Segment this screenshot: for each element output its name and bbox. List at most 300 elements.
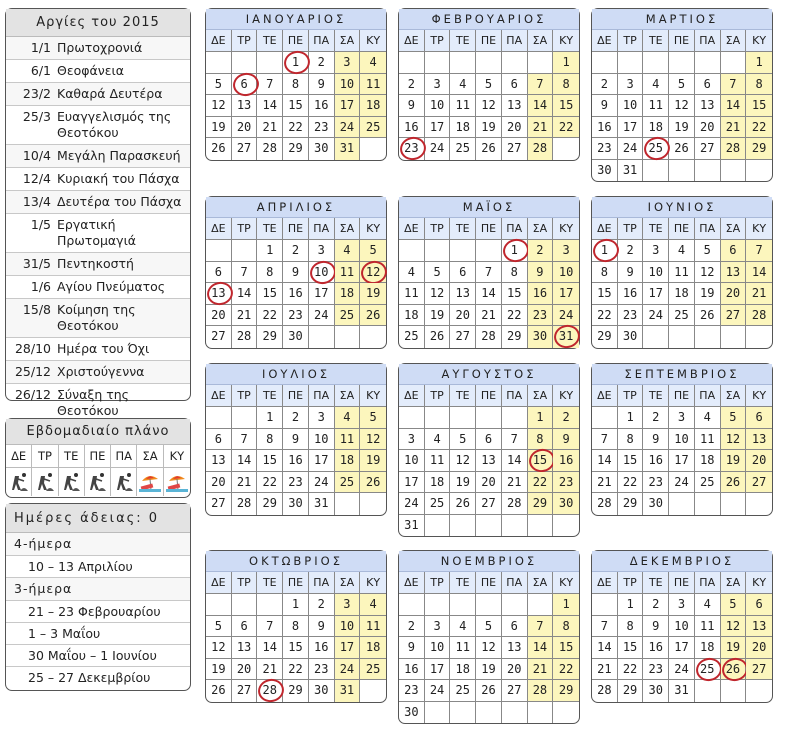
day-cell[interactable]: 24 [669, 659, 695, 681]
day-cell[interactable]: 23 [553, 472, 579, 494]
day-cell[interactable]: 15 [553, 95, 579, 117]
day-cell[interactable]: 7 [476, 262, 502, 284]
day-cell[interactable]: 26 [425, 326, 451, 348]
day-cell[interactable]: 20 [206, 472, 232, 494]
day-cell[interactable]: 9 [553, 429, 579, 451]
day-cell[interactable]: 1 [528, 407, 554, 429]
day-cell[interactable]: 12 [669, 95, 695, 117]
day-cell[interactable]: 14 [746, 262, 772, 284]
day-cell[interactable]: 27 [746, 472, 772, 494]
day-cell[interactable]: 11 [360, 616, 386, 638]
day-cell[interactable]: 17 [335, 95, 361, 117]
day-cell[interactable]: 22 [618, 472, 644, 494]
day-cell[interactable]: 8 [746, 74, 772, 96]
day-cell[interactable]: 25 [360, 117, 386, 139]
day-cell[interactable]: 23 [592, 138, 618, 160]
holiday-day-cell[interactable]: 15 [528, 450, 554, 472]
day-cell[interactable]: 16 [399, 659, 425, 681]
leave-period-item[interactable]: 30 Μαΐου – 1 Ιουνίου [6, 645, 190, 667]
day-cell[interactable]: 7 [721, 74, 747, 96]
day-cell[interactable]: 30 [528, 326, 554, 348]
day-cell[interactable]: 6 [232, 616, 258, 638]
day-cell[interactable]: 24 [335, 117, 361, 139]
day-cell[interactable]: 28 [592, 680, 618, 702]
day-cell[interactable]: 21 [476, 305, 502, 327]
day-cell[interactable]: 23 [618, 305, 644, 327]
day-cell[interactable]: 15 [283, 95, 309, 117]
day-cell[interactable]: 7 [232, 429, 258, 451]
day-cell[interactable]: 10 [553, 262, 579, 284]
day-cell[interactable]: 7 [257, 616, 283, 638]
day-cell[interactable]: 4 [335, 240, 361, 262]
day-cell[interactable]: 7 [528, 74, 554, 96]
day-cell[interactable]: 3 [643, 240, 669, 262]
day-cell[interactable]: 20 [695, 117, 721, 139]
day-cell[interactable]: 3 [669, 407, 695, 429]
worker-digging-icon[interactable] [32, 468, 58, 496]
day-cell[interactable]: 10 [643, 262, 669, 284]
day-cell[interactable]: 5 [476, 616, 502, 638]
day-cell[interactable]: 18 [399, 305, 425, 327]
day-cell[interactable]: 26 [476, 138, 502, 160]
day-cell[interactable]: 23 [283, 472, 309, 494]
day-cell[interactable]: 9 [283, 262, 309, 284]
day-cell[interactable]: 23 [309, 117, 335, 139]
day-cell[interactable]: 13 [450, 283, 476, 305]
holiday-row[interactable] [6, 37, 190, 60]
beach-umbrella-icon[interactable] [137, 468, 163, 496]
day-cell[interactable]: 3 [399, 429, 425, 451]
day-cell[interactable]: 17 [335, 637, 361, 659]
day-cell[interactable]: 3 [309, 407, 335, 429]
day-cell[interactable]: 13 [695, 95, 721, 117]
day-cell[interactable]: 5 [360, 407, 386, 429]
day-cell[interactable]: 29 [618, 493, 644, 515]
day-cell[interactable]: 24 [335, 659, 361, 681]
day-cell[interactable]: 12 [450, 450, 476, 472]
day-cell[interactable]: 9 [283, 429, 309, 451]
day-cell[interactable]: 10 [669, 429, 695, 451]
day-cell[interactable]: 4 [695, 594, 721, 616]
day-cell[interactable]: 1 [553, 52, 579, 74]
holiday-day-cell[interactable]: 1 [592, 240, 618, 262]
day-cell[interactable]: 5 [669, 74, 695, 96]
day-cell[interactable]: 24 [309, 305, 335, 327]
day-cell[interactable]: 30 [283, 326, 309, 348]
day-cell[interactable]: 22 [283, 659, 309, 681]
holiday-day-cell[interactable]: 28 [257, 680, 283, 702]
day-cell[interactable]: 19 [476, 117, 502, 139]
day-cell[interactable]: 31 [618, 160, 644, 182]
day-cell[interactable]: 17 [309, 283, 335, 305]
day-cell[interactable]: 12 [206, 637, 232, 659]
day-cell[interactable]: 13 [502, 95, 528, 117]
day-cell[interactable]: 17 [425, 659, 451, 681]
leave-period-item[interactable]: 1 – 3 Μαΐου [6, 623, 190, 645]
day-cell[interactable]: 16 [592, 117, 618, 139]
day-cell[interactable]: 18 [643, 117, 669, 139]
day-cell[interactable]: 25 [450, 680, 476, 702]
holiday-row[interactable] [6, 106, 190, 145]
leave-period-item[interactable]: 25 – 27 Δεκεμβρίου [28, 670, 151, 685]
holiday-row[interactable] [6, 253, 190, 276]
day-cell[interactable]: 17 [425, 117, 451, 139]
day-cell[interactable]: 16 [309, 637, 335, 659]
day-cell[interactable]: 19 [476, 659, 502, 681]
day-cell[interactable]: 25 [399, 326, 425, 348]
day-cell[interactable]: 2 [618, 240, 644, 262]
holiday-day-cell[interactable]: 31 [553, 326, 579, 348]
day-cell[interactable]: 8 [618, 616, 644, 638]
day-cell[interactable]: 28 [746, 305, 772, 327]
holiday-row[interactable] [6, 60, 190, 83]
day-cell[interactable]: 14 [528, 637, 554, 659]
worker-digging-icon[interactable] [59, 468, 85, 496]
holiday-row[interactable] [6, 338, 190, 361]
day-cell[interactable]: 23 [528, 305, 554, 327]
leave-period-item[interactable]: 10 – 13 Απριλίου [6, 556, 190, 578]
day-cell[interactable]: 17 [618, 117, 644, 139]
day-cell[interactable]: 10 [309, 429, 335, 451]
day-cell[interactable]: 17 [669, 450, 695, 472]
day-cell[interactable]: 15 [257, 283, 283, 305]
day-cell[interactable]: 19 [425, 305, 451, 327]
day-cell[interactable]: 9 [399, 95, 425, 117]
day-cell[interactable]: 20 [232, 117, 258, 139]
day-cell[interactable]: 9 [309, 616, 335, 638]
day-cell[interactable]: 12 [476, 637, 502, 659]
day-cell[interactable]: 5 [721, 594, 747, 616]
day-cell[interactable]: 3 [618, 74, 644, 96]
day-cell[interactable]: 9 [528, 262, 554, 284]
day-cell[interactable]: 26 [721, 472, 747, 494]
day-cell[interactable]: 5 [450, 429, 476, 451]
leave-period-item[interactable]: 21 – 23 Φεβρουαρίου [6, 601, 190, 623]
day-cell[interactable]: 23 [643, 659, 669, 681]
day-cell[interactable]: 21 [257, 659, 283, 681]
day-cell[interactable]: 1 [257, 407, 283, 429]
day-cell[interactable]: 3 [309, 240, 335, 262]
day-cell[interactable]: 5 [476, 74, 502, 96]
day-cell[interactable]: 19 [360, 450, 386, 472]
day-cell[interactable]: 27 [206, 493, 232, 515]
day-cell[interactable]: 7 [502, 429, 528, 451]
day-cell[interactable]: 10 [618, 95, 644, 117]
day-cell[interactable]: 15 [502, 283, 528, 305]
day-cell[interactable]: 6 [746, 594, 772, 616]
day-cell[interactable]: 21 [746, 283, 772, 305]
day-cell[interactable]: 25 [335, 305, 361, 327]
day-cell[interactable]: 15 [553, 637, 579, 659]
day-cell[interactable]: 12 [721, 616, 747, 638]
day-cell[interactable]: 22 [283, 117, 309, 139]
day-cell[interactable]: 2 [528, 240, 554, 262]
day-cell[interactable]: 8 [257, 429, 283, 451]
day-cell[interactable]: 21 [232, 305, 258, 327]
day-cell[interactable]: 15 [257, 450, 283, 472]
day-cell[interactable]: 26 [360, 305, 386, 327]
day-cell[interactable]: 19 [360, 283, 386, 305]
day-cell[interactable]: 24 [669, 472, 695, 494]
holiday-row[interactable] [6, 299, 190, 338]
day-cell[interactable]: 27 [232, 138, 258, 160]
day-cell[interactable]: 22 [257, 305, 283, 327]
holiday-row[interactable] [6, 276, 190, 299]
day-cell[interactable]: 22 [502, 305, 528, 327]
day-cell[interactable]: 14 [257, 95, 283, 117]
day-cell[interactable]: 27 [502, 680, 528, 702]
day-cell[interactable]: 6 [476, 429, 502, 451]
day-cell[interactable]: 4 [643, 74, 669, 96]
day-cell[interactable]: 28 [232, 493, 258, 515]
day-cell[interactable]: 3 [335, 52, 361, 74]
day-cell[interactable]: 28 [257, 138, 283, 160]
day-cell[interactable]: 8 [528, 429, 554, 451]
day-cell[interactable]: 21 [502, 472, 528, 494]
day-cell[interactable]: 22 [528, 472, 554, 494]
day-cell[interactable]: 5 [360, 240, 386, 262]
day-cell[interactable]: 14 [232, 450, 258, 472]
day-cell[interactable]: 27 [450, 326, 476, 348]
day-cell[interactable]: 5 [695, 240, 721, 262]
day-cell[interactable]: 9 [643, 616, 669, 638]
day-cell[interactable]: 29 [746, 138, 772, 160]
day-cell[interactable]: 13 [746, 616, 772, 638]
day-cell[interactable]: 6 [721, 240, 747, 262]
day-cell[interactable]: 8 [257, 262, 283, 284]
day-cell[interactable]: 12 [476, 95, 502, 117]
day-cell[interactable]: 28 [232, 326, 258, 348]
day-cell[interactable]: 6 [206, 262, 232, 284]
day-cell[interactable]: 14 [721, 95, 747, 117]
day-cell[interactable]: 18 [695, 450, 721, 472]
day-cell[interactable]: 25 [425, 493, 451, 515]
day-cell[interactable]: 10 [335, 74, 361, 96]
day-cell[interactable]: 31 [669, 680, 695, 702]
day-cell[interactable]: 8 [553, 74, 579, 96]
day-cell[interactable]: 1 [618, 594, 644, 616]
holiday-row[interactable] [6, 214, 190, 253]
day-cell[interactable]: 14 [232, 283, 258, 305]
day-cell[interactable]: 9 [592, 95, 618, 117]
day-cell[interactable]: 22 [553, 659, 579, 681]
day-cell[interactable]: 20 [746, 450, 772, 472]
day-cell[interactable]: 11 [335, 429, 361, 451]
day-cell[interactable]: 22 [592, 305, 618, 327]
day-cell[interactable]: 13 [232, 637, 258, 659]
worker-digging-icon[interactable] [111, 468, 137, 496]
holiday-day-cell[interactable]: 25 [643, 138, 669, 160]
day-cell[interactable]: 1 [257, 240, 283, 262]
holiday-day-cell[interactable]: 10 [309, 262, 335, 284]
day-cell[interactable]: 10 [425, 637, 451, 659]
day-cell[interactable]: 16 [399, 117, 425, 139]
day-cell[interactable]: 15 [618, 450, 644, 472]
day-cell[interactable]: 29 [528, 493, 554, 515]
day-cell[interactable]: 18 [425, 472, 451, 494]
day-cell[interactable]: 19 [206, 659, 232, 681]
day-cell[interactable]: 31 [335, 680, 361, 702]
day-cell[interactable]: 16 [643, 637, 669, 659]
day-cell[interactable]: 11 [643, 95, 669, 117]
holiday-row[interactable] [6, 83, 190, 106]
day-cell[interactable]: 23 [283, 305, 309, 327]
day-cell[interactable]: 1 [746, 52, 772, 74]
holiday-day-cell[interactable]: 23 [399, 138, 425, 160]
day-cell[interactable]: 13 [746, 429, 772, 451]
day-cell[interactable]: 14 [476, 283, 502, 305]
day-cell[interactable]: 6 [695, 74, 721, 96]
day-cell[interactable]: 16 [283, 450, 309, 472]
day-cell[interactable]: 7 [592, 429, 618, 451]
day-cell[interactable]: 2 [553, 407, 579, 429]
day-cell[interactable]: 30 [618, 326, 644, 348]
day-cell[interactable]: 13 [232, 95, 258, 117]
day-cell[interactable]: 28 [502, 493, 528, 515]
day-cell[interactable]: 7 [232, 262, 258, 284]
day-cell[interactable]: 17 [643, 283, 669, 305]
day-cell[interactable]: 5 [721, 407, 747, 429]
holiday-row[interactable] [6, 361, 190, 384]
day-cell[interactable]: 18 [450, 117, 476, 139]
day-cell[interactable]: 27 [502, 138, 528, 160]
day-cell[interactable]: 24 [618, 138, 644, 160]
day-cell[interactable]: 5 [206, 74, 232, 96]
day-cell[interactable]: 8 [618, 429, 644, 451]
day-cell[interactable]: 14 [502, 450, 528, 472]
day-cell[interactable]: 11 [450, 637, 476, 659]
day-cell[interactable]: 30 [399, 702, 425, 724]
day-cell[interactable]: 26 [206, 138, 232, 160]
day-cell[interactable]: 14 [528, 95, 554, 117]
day-cell[interactable]: 16 [528, 283, 554, 305]
day-cell[interactable]: 29 [283, 680, 309, 702]
day-cell[interactable]: 18 [360, 637, 386, 659]
day-cell[interactable]: 3 [425, 616, 451, 638]
day-cell[interactable]: 21 [232, 472, 258, 494]
day-cell[interactable]: 21 [721, 117, 747, 139]
day-cell[interactable]: 2 [283, 407, 309, 429]
day-cell[interactable]: 26 [695, 305, 721, 327]
day-cell[interactable]: 27 [746, 659, 772, 681]
day-cell[interactable]: 18 [695, 637, 721, 659]
day-cell[interactable]: 2 [399, 616, 425, 638]
day-cell[interactable]: 27 [476, 493, 502, 515]
day-cell[interactable]: 4 [399, 262, 425, 284]
day-cell[interactable]: 27 [721, 305, 747, 327]
day-cell[interactable]: 23 [643, 472, 669, 494]
beach-umbrella-icon[interactable] [164, 468, 190, 496]
day-cell[interactable]: 28 [528, 680, 554, 702]
day-cell[interactable]: 9 [309, 74, 335, 96]
day-cell[interactable]: 13 [721, 262, 747, 284]
day-cell[interactable]: 25 [335, 472, 361, 494]
day-cell[interactable]: 26 [450, 493, 476, 515]
day-cell[interactable]: 29 [257, 493, 283, 515]
day-cell[interactable]: 25 [669, 305, 695, 327]
day-cell[interactable]: 13 [502, 637, 528, 659]
day-cell[interactable]: 11 [360, 74, 386, 96]
day-cell[interactable]: 6 [206, 429, 232, 451]
day-cell[interactable]: 22 [746, 117, 772, 139]
day-cell[interactable]: 22 [553, 117, 579, 139]
day-cell[interactable]: 6 [746, 407, 772, 429]
day-cell[interactable]: 21 [528, 659, 554, 681]
day-cell[interactable]: 3 [425, 74, 451, 96]
day-cell[interactable]: 29 [592, 326, 618, 348]
holiday-day-cell[interactable]: 26 [721, 659, 747, 681]
day-cell[interactable]: 29 [502, 326, 528, 348]
day-cell[interactable]: 11 [695, 616, 721, 638]
day-cell[interactable]: 20 [476, 472, 502, 494]
holiday-row[interactable] [6, 168, 190, 191]
day-cell[interactable]: 23 [309, 659, 335, 681]
day-cell[interactable]: 30 [643, 680, 669, 702]
holiday-day-cell[interactable]: 25 [695, 659, 721, 681]
day-cell[interactable]: 11 [335, 262, 361, 284]
day-cell[interactable]: 27 [232, 680, 258, 702]
day-cell[interactable]: 24 [309, 472, 335, 494]
day-cell[interactable]: 8 [502, 262, 528, 284]
day-cell[interactable]: 12 [425, 283, 451, 305]
day-cell[interactable]: 4 [669, 240, 695, 262]
day-cell[interactable]: 29 [257, 326, 283, 348]
day-cell[interactable]: 2 [643, 407, 669, 429]
day-cell[interactable]: 30 [643, 493, 669, 515]
holiday-row[interactable] [6, 384, 190, 422]
day-cell[interactable]: 9 [399, 637, 425, 659]
day-cell[interactable]: 19 [695, 283, 721, 305]
day-cell[interactable]: 14 [592, 637, 618, 659]
day-cell[interactable]: 19 [721, 450, 747, 472]
day-cell[interactable]: 1 [618, 407, 644, 429]
day-cell[interactable]: 10 [669, 616, 695, 638]
day-cell[interactable]: 21 [257, 117, 283, 139]
day-cell[interactable]: 28 [592, 493, 618, 515]
day-cell[interactable]: 1 [283, 594, 309, 616]
day-cell[interactable]: 29 [618, 680, 644, 702]
day-cell[interactable]: 16 [553, 450, 579, 472]
day-cell[interactable]: 11 [695, 429, 721, 451]
day-cell[interactable]: 4 [425, 429, 451, 451]
day-cell[interactable]: 14 [592, 450, 618, 472]
day-cell[interactable]: 7 [746, 240, 772, 262]
day-cell[interactable]: 20 [206, 305, 232, 327]
day-cell[interactable]: 10 [335, 616, 361, 638]
day-cell[interactable]: 2 [309, 52, 335, 74]
day-cell[interactable]: 25 [695, 472, 721, 494]
day-cell[interactable]: 4 [695, 407, 721, 429]
day-cell[interactable]: 31 [335, 138, 361, 160]
day-cell[interactable]: 19 [721, 637, 747, 659]
day-cell[interactable]: 17 [669, 637, 695, 659]
day-cell[interactable]: 1 [553, 594, 579, 616]
day-cell[interactable]: 3 [553, 240, 579, 262]
day-cell[interactable]: 17 [553, 283, 579, 305]
day-cell[interactable]: 4 [335, 407, 361, 429]
holiday-day-cell[interactable]: 1 [502, 240, 528, 262]
holiday-row[interactable] [6, 191, 190, 214]
day-cell[interactable]: 9 [618, 262, 644, 284]
day-cell[interactable]: 8 [283, 74, 309, 96]
day-cell[interactable]: 12 [721, 429, 747, 451]
holiday-day-cell[interactable]: 1 [283, 52, 309, 74]
day-cell[interactable]: 29 [553, 680, 579, 702]
day-cell[interactable]: 2 [592, 74, 618, 96]
day-cell[interactable]: 2 [283, 240, 309, 262]
day-cell[interactable]: 3 [335, 594, 361, 616]
day-cell[interactable]: 11 [399, 283, 425, 305]
